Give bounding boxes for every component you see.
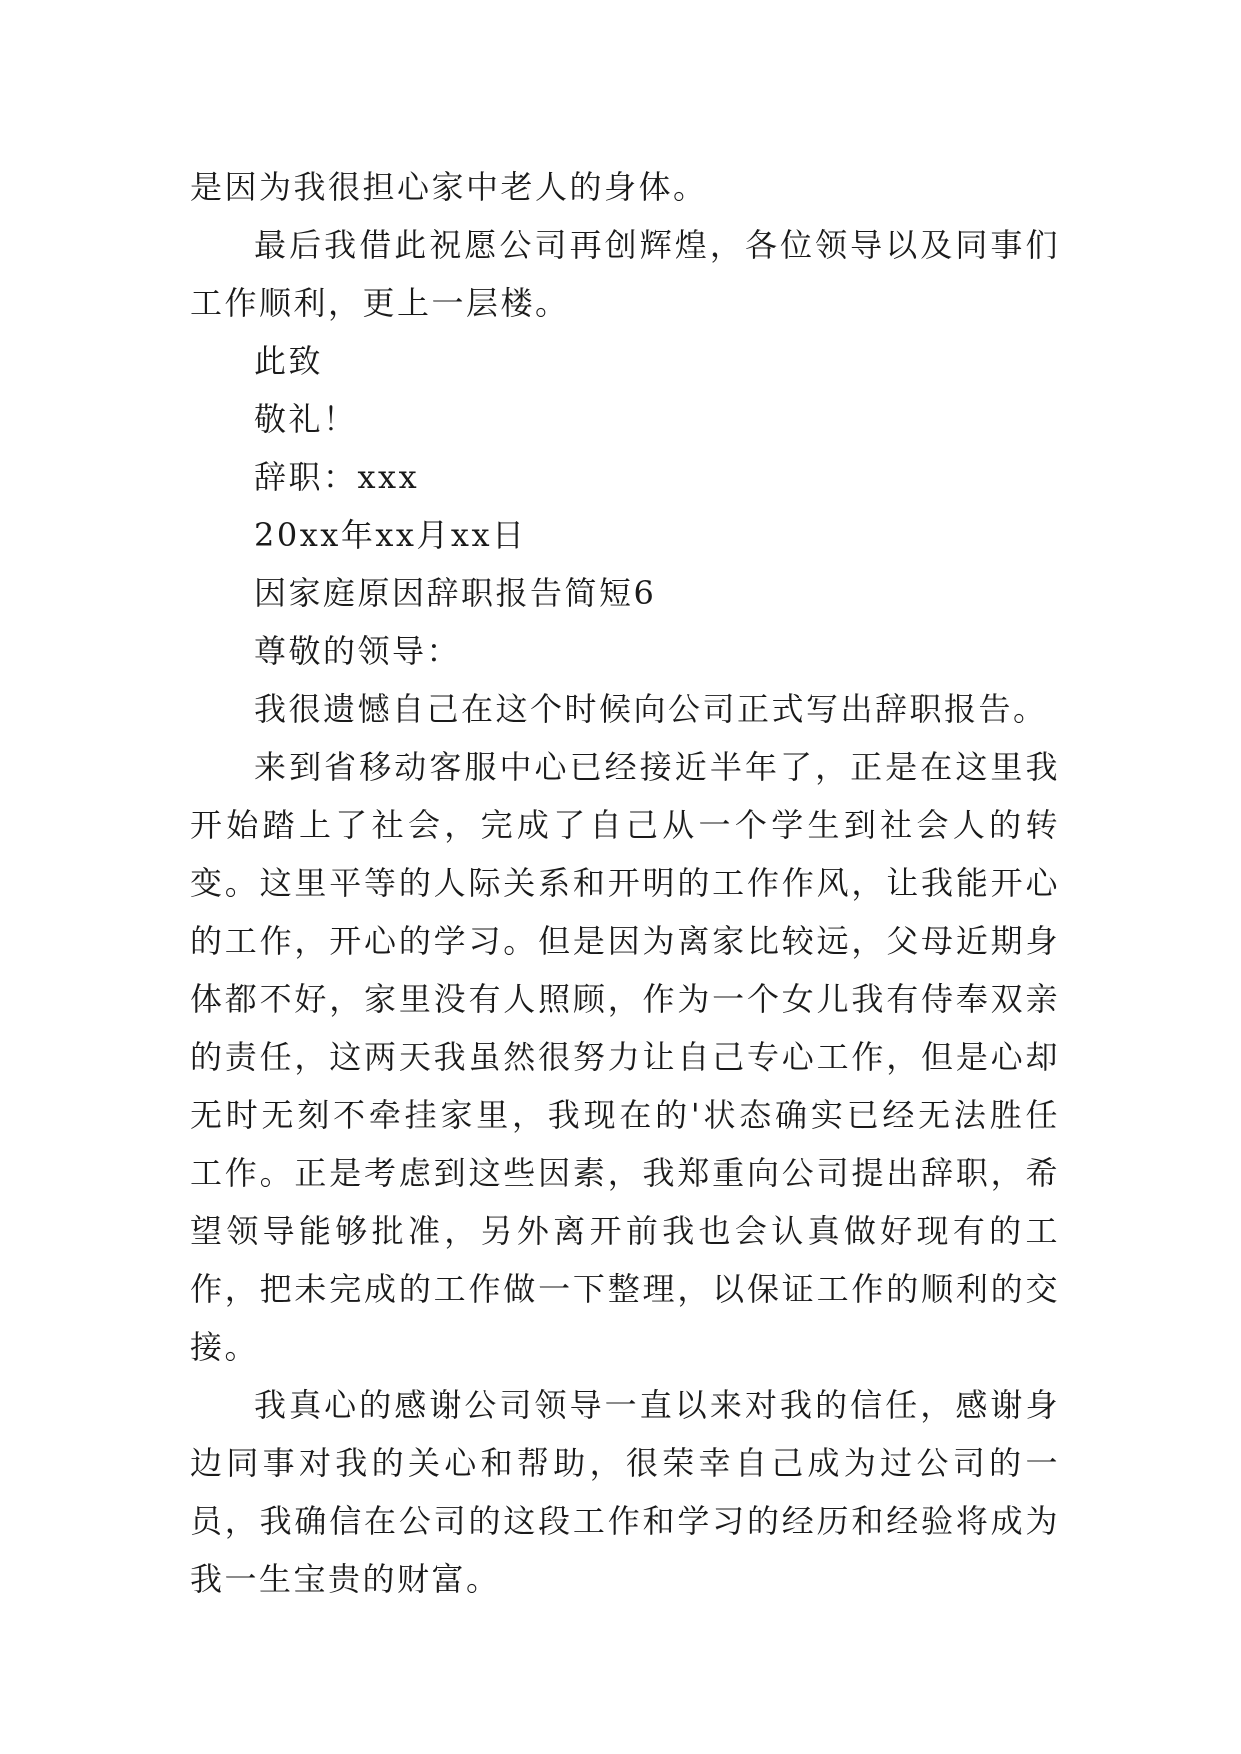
section-title: 因家庭原因辞职报告简短6 [254,574,657,612]
paragraph-continuation: 是因为我很担心家中老人的身体。 [190,168,708,206]
paragraph-opening: 我很遗憾自己在这个时候向公司正式写出辞职报告。 [254,690,1048,728]
signature-line: 辞职：xxx [254,458,420,496]
greeting-line: 尊敬的领导： [254,632,462,670]
paragraph-thanks: 我真心的感谢公司领导一直以来对我的信任，感谢身边同事对我的关心和帮助，很荣幸自己成为过公司的一员，我确信在公司的这段工作和学习的经历和经验将成为我一生宝贵的财富。 [190,1386,1060,1598]
salute-phrase: 敬礼！ [254,400,358,438]
date-line: 20xx年xx月xx日 [254,516,527,554]
document-body [190,158,1060,1608]
paragraph-reason: 来到省移动客服中心已经接近半年了，正是在这里我开始踏上了社会，完成了自己从一个学生到社会人的转变。这里平等的人际关系和开明的工作作风，让我能开心的工作，开心的学习。但是因为离家比较远，父母近期身体都不好，家里没有人照顾，作为一个女儿我有侍奉双亲的责任，这两天我虽然很努力让自己专心工作，但是心却无时无刻不牵挂家里，我现在的'状态确实已经无法胜任工作。正是考虑到这些因素，我郑重向公司提出辞职，希望领导能够批准，另外离开前我也会认真做好现有的工作，把未完成的工作做一下整理，以保证工作的顺利的交接。 [190,748,1060,1366]
paragraph-closing-wishes: 最后我借此祝愿公司再创辉煌，各位领导以及同事们工作顺利，更上一层楼。 [190,226,1060,322]
closing-phrase: 此致 [254,342,324,380]
